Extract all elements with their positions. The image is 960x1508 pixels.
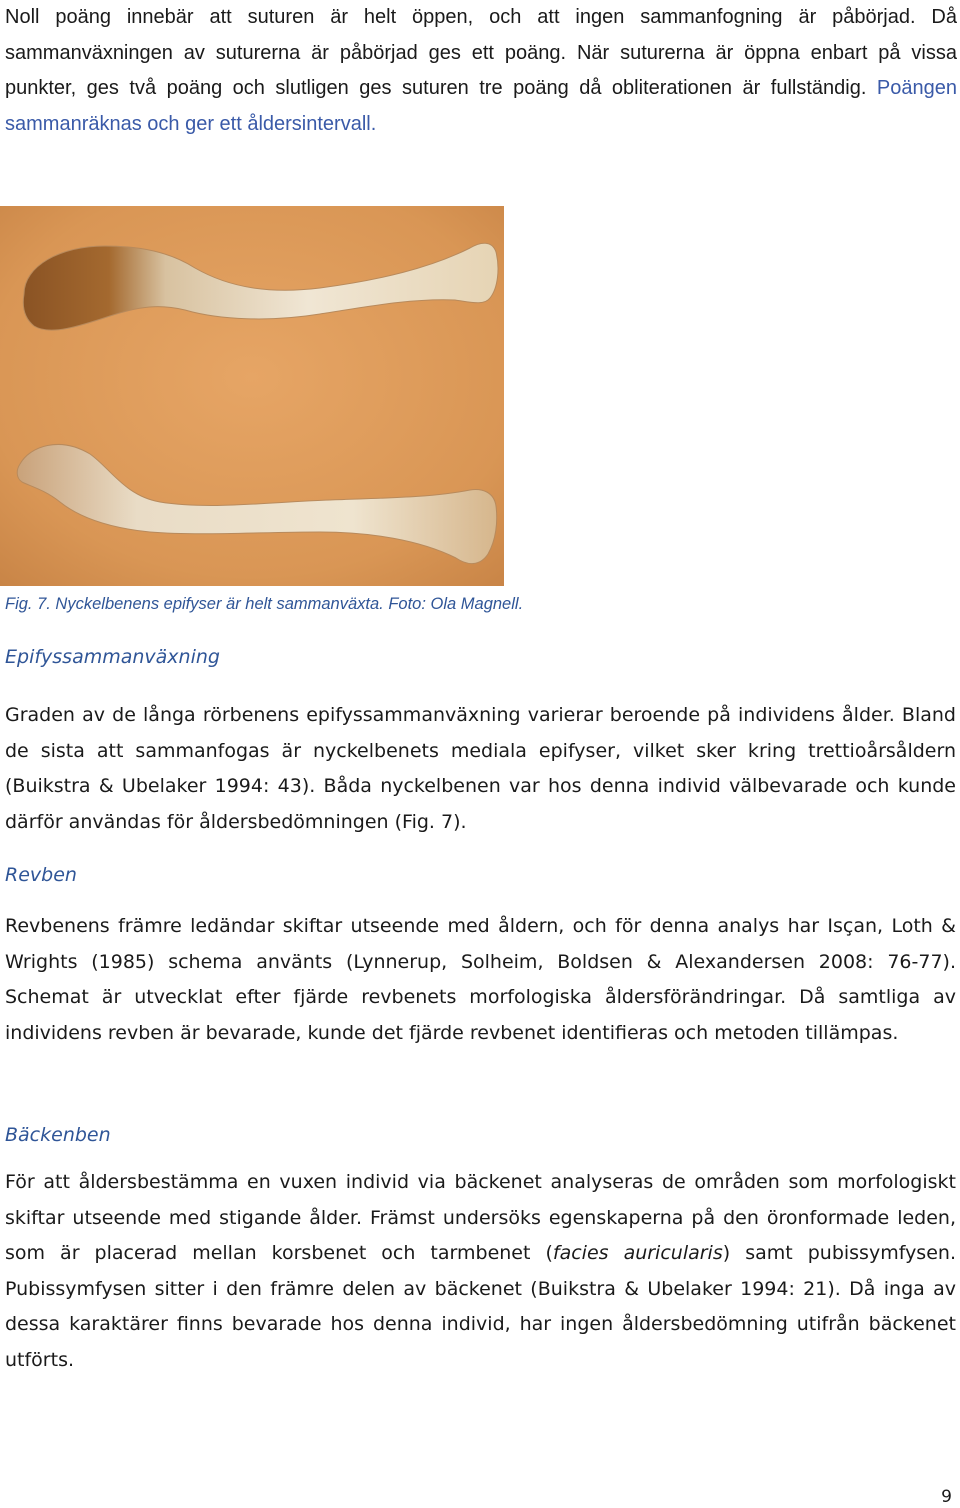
backenben-text-italic: facies auricularis bbox=[552, 1242, 723, 1264]
figure-caption: Fig. 7. Nyckelbenens epifyser är helt sammanväxta. Foto: Ola Magnell. bbox=[5, 595, 524, 613]
section-body-epifyssammanvaxning: Graden av de långa rörbenens epifyssammanväxning varierar beroende på individens ålder. Bland de sista att sammanfogas är nyckelbenets mediala epifyser, vilket sker kring trettioårsåldern (Buikstra & Ubelaker 1994: 43). Båda nyckelbenen var hos denna individ välbevarade och kunde därför användas för åldersbedömningen (Fig. 7). bbox=[5, 704, 956, 833]
intro-text: Noll poäng innebär att suturen är helt öppen, och att ingen sammanfogning är påbörjad. Då sammanväxningen av suturerna är påbörjad ges ett poäng. När suturerna är öppna enbart på vissa punkter, ges två poäng och slutligen ges suturen tre poäng då obliterationen är fullständig. bbox=[5, 6, 957, 99]
section-heading-epifyssammanvaxning: Epifyssammanväxning bbox=[5, 646, 220, 668]
intro-paragraph bbox=[5, 0, 957, 142]
section-heading-backenben: Bäckenben bbox=[5, 1124, 111, 1146]
backenben-text-1: För att åldersbestämma en vuxen individ via bäckenet analyseras de områden som morfologiskt skiftar utseende med stigande ålder. Främst undersöks egenskaperna på den öronformade leden, som är placerad mellan korsbenet och tarmbenet ( bbox=[5, 1171, 956, 1264]
intro-text-highlight: Poängen sammanräknas och ger ett åldersintervall. bbox=[5, 77, 957, 135]
section-heading-revben: Revben bbox=[5, 864, 77, 886]
backenben-text-2: ) samt pubissymfysen. Pubissymfysen sitter i den främre delen av bäckenet (Buikstra & Ubelaker 1994: 21). Då inga av dessa karaktärer finns bevarade hos denna individ, har ingen åldersbedömning utifrån bäckenet utförts. bbox=[5, 1242, 956, 1371]
section-body-revben: Revbenens främre ledändar skiftar utseende med åldern, och för denna analys har Isçan, Loth & Wrights (1985) schema använts (Lynnerup, Solheim, Boldsen & Alexandersen 2008: 76-77). Schemat är utvecklat efter fjärde revbenets morfologiska åldersförändringar. Då samtliga av individens revben är bevarade, kunde det fjärde revbenet identifieras och metoden tillämpas. bbox=[5, 915, 956, 1044]
page-number: 9 bbox=[941, 1487, 952, 1507]
clavicle-photo bbox=[0, 206, 504, 586]
section-body-backenben bbox=[5, 1165, 956, 1378]
